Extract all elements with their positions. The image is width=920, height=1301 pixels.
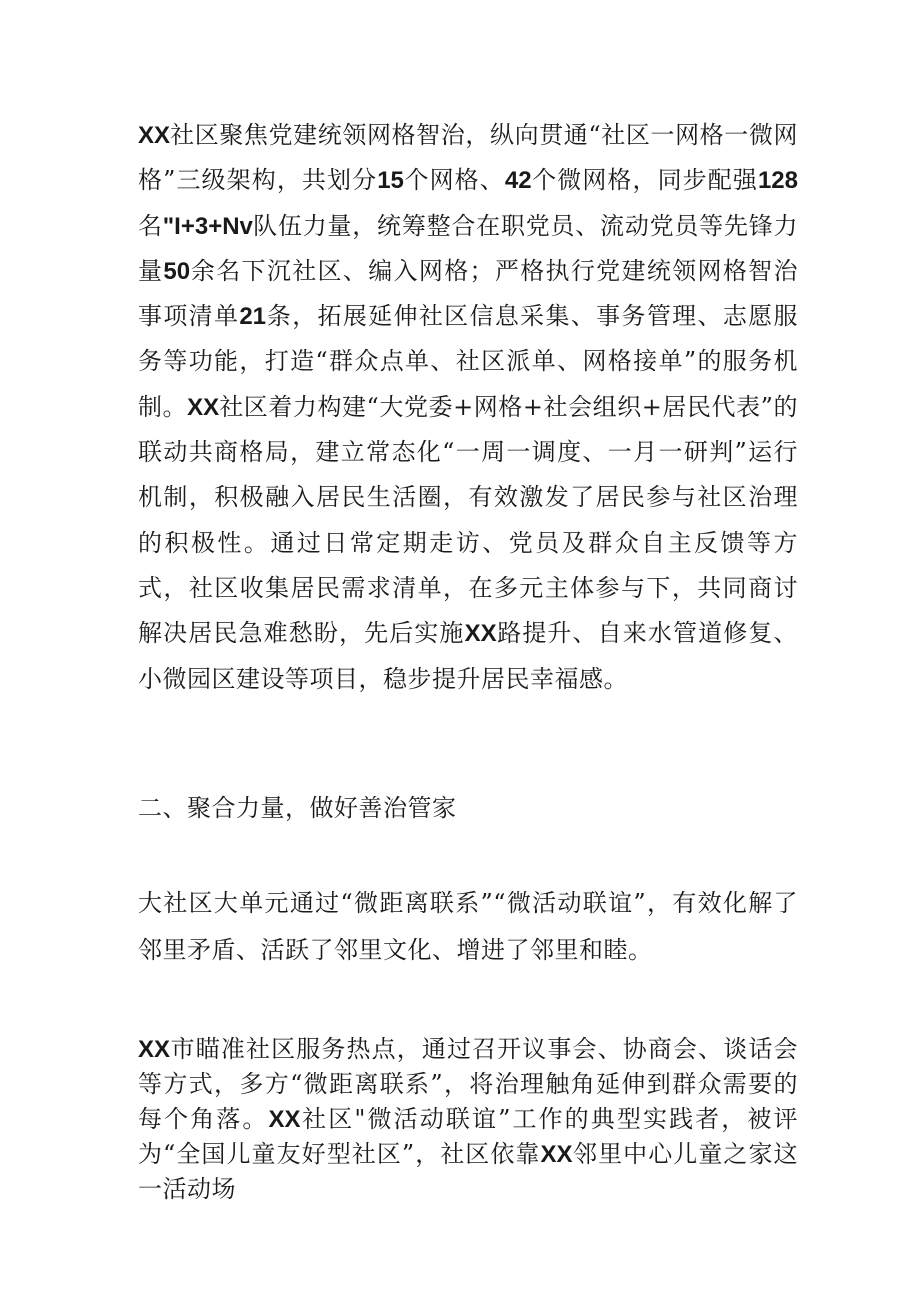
bold-text-run: 50 bbox=[163, 257, 191, 285]
body-paragraph-grid-governance bbox=[138, 113, 798, 702]
bold-text-run: XX bbox=[540, 1141, 573, 1168]
text-run: 条，拓展延伸社区信息采集、事务管理、志愿服务等功能，打造“群众点单、社区派单、网格接单”的服务机制。 bbox=[138, 302, 798, 421]
bold-text-run: XX bbox=[138, 122, 171, 149]
section-heading: 二、聚合力量，做好善治管家 bbox=[138, 794, 457, 822]
bold-text-run: 21 bbox=[239, 303, 267, 331]
bold-text-run: 128 bbox=[757, 167, 798, 195]
bold-text-run: XX bbox=[187, 393, 220, 421]
bold-text-run: "I+3+Nv bbox=[162, 212, 253, 240]
bold-text-run: XX bbox=[464, 620, 497, 648]
text-run: 社区聚焦党建统领网格智治，纵向贯通“社区一网格一微网格”三级架构，共划分 bbox=[138, 121, 798, 195]
text-run: 社区着力构建“大党委+网格+社会组织+居民代表”的联动共商格局，建立常态化“一周一调度、一月一研判”运行机制，积极融入居民生活圈，有效激发了居民参与社区治理的积极性。通过日常定期走访、党员及群众自主反馈等方式，社区收集居民需求清单，在多元主体参与下，共同商讨解决居民急难愁盼，先后实施 bbox=[138, 392, 798, 648]
text-run: 市瞄准社区服务热点，通过召开议事会、协商会、谈话会等方式，多方“微距离联系”，将治理触角延伸到群众需要的每个角落。 bbox=[138, 1035, 798, 1133]
text-run: 邻里中心儿童之家这一活动场 bbox=[138, 1140, 798, 1203]
text-run: 队伍力量，统筹整合在职党员、流动党员等先锋力量 bbox=[138, 211, 799, 285]
bold-text-run: 42 bbox=[504, 167, 532, 195]
text-run: 社区"微活动联谊”工作的典型实践者，被评为“全国儿童友好型社区”，社区依靠 bbox=[138, 1105, 799, 1168]
text-run: 路提升、自来水管道修复、小微园区建设等项目，稳步提升居民幸福感。 bbox=[138, 619, 799, 693]
bold-text-run: 15 bbox=[377, 167, 404, 195]
body-paragraph-neighborhood: 大社区大单元通过“微距离联系”“微活动联谊”，有效化解了邻里矛盾、活跃了邻里文化、增进了邻里和睦。 bbox=[138, 889, 798, 964]
bold-text-run: XX bbox=[138, 1036, 171, 1063]
body-paragraph-city-service bbox=[138, 1032, 798, 1207]
text-run: 个微网格，同步配强 bbox=[531, 166, 758, 195]
bold-text-run: XX bbox=[268, 1106, 301, 1133]
text-run: 名 bbox=[138, 211, 163, 240]
text-run: 个网格、 bbox=[403, 166, 505, 195]
text-run: 余名下沉社区、编入网格；严格执行党建统领网格智治事项清单 bbox=[138, 256, 799, 331]
